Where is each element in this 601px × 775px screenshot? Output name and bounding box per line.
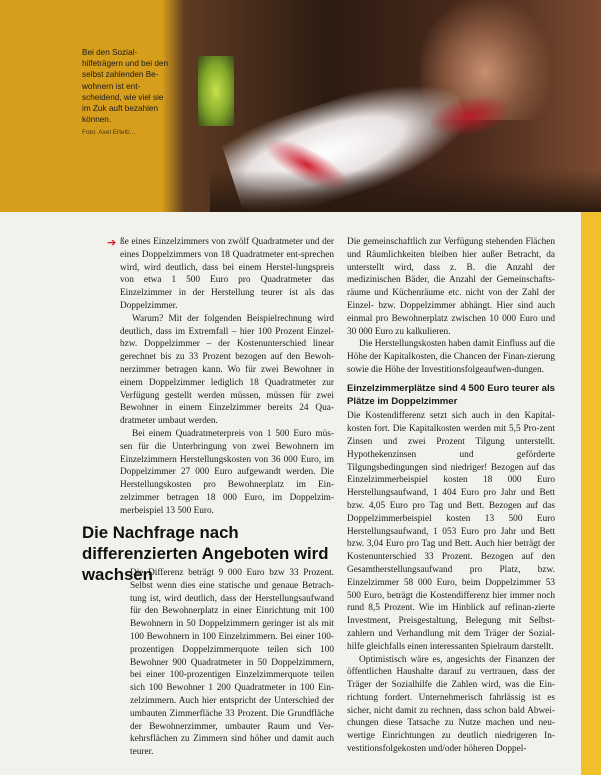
subheading: Einzelzimmerplätze sind 4 500 Euro teurer als Plätze im Doppelzimmer xyxy=(347,382,555,407)
left-column-top xyxy=(120,236,334,518)
continuation-arrow-icon: ➔ xyxy=(107,236,117,249)
paragraph: Optimistisch wäre es, angesichts der Finanzen der öffentlichen Haushalte darauf zu vertrauen, dass der Träger der Sozialhilfe die Zahlen wird, was die Ein-richtung fordert. Unternehmerisch fahrlässig ist es sicher, nicht damit zu rechnen, dass schon bald Abwei-chungen diese Tatsache zu Nutze machen und neu-wertige Einrichtungen zu deutlich niedrigeren In-vestitionsfolgekosten und/oder höheren Doppel- xyxy=(347,654,555,755)
header-photo xyxy=(0,0,601,212)
paragraph: Die Herstellungskosten haben damit Einfluss auf die Höhe der Kapitalkosten, die Chancen der Finan-zierung sowie die Höhe der Investitionsfolgeaufwen-dungen. xyxy=(347,339,555,375)
left-column-bottom xyxy=(130,567,334,759)
paragraph: Die Differenz beträgt 9 000 Euro bzw 33 Prozent. Selbst wenn dies eine statische und genaue Betrach-tung ist, wird deutlich, dass der Herstellungsaufwand für den Bewohnerplatz in einer Einrichtung mit 100 Bewohnern in 50 Doppelzimmern geringer ist als mit 100 Bewohnern in 100 Einzelzimmern. Bei einer 100-prozentigen Doppelzimmerquote teilen sich 100 Bewohner 900 Quadratmeter in 50 Doppelzimmern, bei einer 100-prozentigen Einzelzimmerquote teilen sich 100 Bewohner 1 200 Quadratmeter in 100 Ein-zelzimmern. Auch hier entspricht der Unterschied der umbauten Zimmerfläche 33 Prozent. Die Grundfläche der Bewohnerzimmer, umbauter Raum und Ver-kehrsflächen zu Zimmern sind höher und damit auch teurer. xyxy=(130,568,334,758)
photo-caption xyxy=(82,47,170,139)
paragraph: ße eines Einzelzimmers von zwölf Quadratmeter und der eines Doppelzimmers von 18 Quadratmeter ent-sprechen wird, wird deutlich, dass bei einem Herstel-lungspreis von etwa 1 500 Euro pro Quadratmeter das Einzelzimmer in der Herstellung teurer ist als das Doppelzimmer. xyxy=(120,237,334,311)
right-column xyxy=(347,236,555,756)
paragraph: Die gemeinschaftlich zur Verfügung stehenden Flächen und Räumlichkeiten bleiben hier außer Betracht, da unterstellt wird, dass z. B. die Anzahl der medizinischen Bäder, die Anzahl der Gemeinschafts-räume und Küchenräume etc. nicht von der Zahl der Einzel- bzw. Doppelzimmer abhängt. Hier sind auch einmal pro Bewohnerplatz zwischen 10 000 Euro und 30 000 Euro zu kalkulieren. xyxy=(347,237,555,337)
paragraph: Die Kostendifferenz setzt sich auch in den Kapital-kosten fort. Die Kapitalkosten werden mit 5,5 Pro-zent Zinsen und zwei Prozent Tilgung unterstellt. Hypothekenzinsen und geförderte Tilgungsbedingungen sind niedriger! Bezogen auf das Einzelzimmerbeispiel kosten 18 000 Euro Herstellungsaufwand, 1 404 Euro pro Jahr und Bett bzw. 4,05 Euro pro Tag und Bett. Bezogen auf das Doppelzimmerbeispiel kosten 13 500 Euro Herstellungsaufwand, 1 053 Euro pro Jahr und Bett bzw. 3,04 Euro pro Tag und Bett. Auch hier beträgt der Kostenunterschied 33 Prozent. Bezogen auf den Gesamtherstellungsaufwand pro Platz, bzw. Einzelzimmer 58 000 Euro, beim Doppelzimmer 53 500 Euro, beträgt die Kostendifferenz hier immer noch rund 8,5 Prozent. Wie im Hinblick auf refinan-zierte Investment, Preisgestaltung, Belegung mit Selbst-zahlern und Verhandlung mit dem Träger der Sozial-hilfe gleichfalls einen interessanten Spielraum darstellt. xyxy=(347,411,555,652)
page-edge-bar xyxy=(581,212,601,775)
paragraph: Bei einem Quadratmeterpreis von 1 500 Euro müs-sen für die Unterbringung von zwei Bewohnern im Einzelzimmern Herstellungskosten von 36 000 Euro, im Doppelzimmer 27 000 Euro aufgewandt werden. Die Herstellungskosten pro Bewohnerplatz im Ein-zelzimmer betragen 18 000 Euro, im Doppelzim-merbeispiel 13 500 Euro. xyxy=(120,428,334,516)
section-heading: Die Nachfrage nach differenzierten Angeboten wird wachsen xyxy=(82,523,329,584)
paragraph: Warum? Mit der folgenden Beispielrechnung wird deutlich, dass im Extremfall – hier 100 Prozent Einzel- bzw. Doppelzimmer – der Kostenunterschied linear gerechnet bis zu 33 Prozent bezogen auf den Bewoh-nerzimmer betragen kann. Wo für zwei Bewohner in einem Doppelzimmer lediglich 18 Quadratmeter zur Verfügung gestellt werden müssen, müssen für zwei Bewohner in einem Einzelzimmer bereits 24 Qua-dratmeter umbaut werden. xyxy=(120,313,334,427)
caption-text: Bei den Sozial-hilfeträgern und bei den selbst zahlenden Be-wohnern ist ent-scheidend, wie viel sie im Zuk auft bezahlen können. xyxy=(82,48,169,125)
photo-credit: Foto: Axel Ertelt/... xyxy=(82,129,136,137)
